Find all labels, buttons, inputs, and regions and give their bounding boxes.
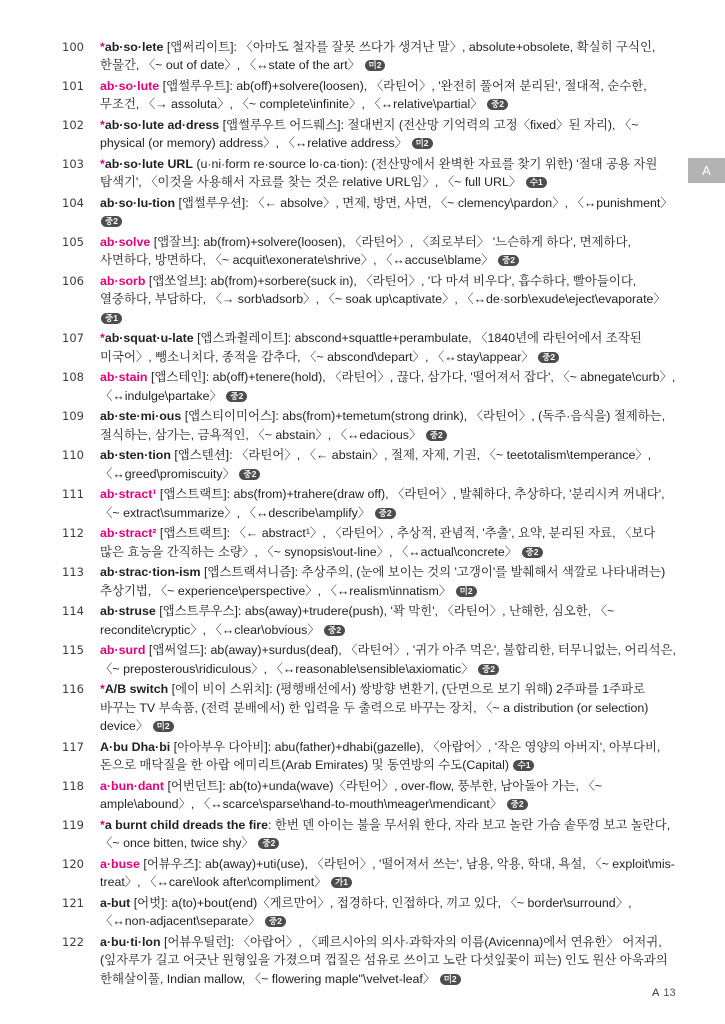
page-number: 13	[663, 987, 676, 999]
headword: ab·sorb	[100, 274, 146, 288]
headword: ab·strac·tion-ism	[100, 565, 201, 580]
entry-body	[100, 194, 680, 231]
entry-116	[0, 680, 725, 735]
entry-number: 109	[62, 409, 84, 424]
entry-118	[0, 777, 725, 814]
headword: a·bun·dant	[100, 778, 165, 793]
headword: a burnt child dreads the fire	[104, 817, 268, 832]
level-badge: 중1	[101, 313, 122, 324]
level-badge: 가1	[331, 877, 352, 888]
level-badge: 중2	[487, 99, 508, 110]
headword: ab·ste·mi·ous	[100, 409, 182, 424]
entry-103	[0, 155, 725, 192]
definition: [앱스텐션]: 〈라틴어〉, 〈← abstain〉, 절제, 자제, 기권, 〈~ teetotalism\temperance〉, 〈↔greed\promiscuity〉	[100, 448, 652, 481]
entry-107	[0, 329, 725, 366]
definition: (u·ni·form re·source lo·ca·tion): (전산망에서 완벽한 자료를 찾기 위한) '절대 공용 자원 탐색기', 〈이것을 사용해서 자료를 찾는 것은 relative URL임〉, 〈~ full URL〉	[100, 157, 658, 190]
asterisk-mark: *	[100, 118, 105, 132]
definition: [앱썰루우션]: 〈← absolve〉, 면제, 방면, 사면, 〈~ clemency\pardon〉, 〈↔punishment〉	[178, 196, 673, 210]
level-badge: 미2	[440, 974, 461, 985]
definition: [앱스트랙트]: 〈← abstract¹〉, 〈라틴어〉, 추상적, 관념적, '추출', 요약, 분리된 자료, 〈보다 많은 효능을 간직하는 소량〉, 〈~ synopsis\out-line〉, 〈↔actual\concrete〉	[100, 526, 656, 559]
entry-number: 119	[62, 817, 84, 832]
entry-number: 121	[62, 895, 84, 910]
entry-number: 118	[62, 778, 84, 793]
entry-number: 116	[62, 682, 84, 697]
level-badge: 미2	[412, 138, 433, 149]
entry-body	[100, 933, 680, 988]
headword: ab·surd	[100, 643, 146, 658]
entry-112	[0, 524, 725, 561]
entry-113	[0, 563, 725, 600]
asterisk-mark: *	[100, 682, 105, 697]
level-badge: 중2	[101, 216, 122, 227]
entry-106	[0, 272, 725, 327]
entry-body	[100, 407, 680, 444]
level-badge: 미2	[153, 721, 174, 732]
entry-body	[100, 602, 680, 639]
entry-body	[100, 563, 680, 600]
entry-number: 107	[62, 331, 84, 346]
headword: A/B switch	[104, 682, 169, 697]
entry-108	[0, 368, 725, 405]
entry-number: 103	[62, 157, 84, 171]
level-badge: 중2	[522, 547, 543, 558]
level-badge: 중2	[426, 430, 447, 441]
entry-body	[100, 116, 680, 153]
level-badge: 미2	[365, 60, 386, 71]
headword: ab·so·lute ad·dress	[104, 118, 220, 132]
headword: ab·so·lute URL	[104, 157, 193, 171]
headword: ab·struse	[100, 604, 156, 619]
headword: ab·so·lete	[104, 40, 164, 54]
definition: [앱스콰췰레이트]: abscond+squattle+perambulate, 〈1840년에 라틴어에서 조작된 미국어〉, 뺑소니치다, 종적을 감추다, 〈~ abscond\depart〉, 〈↔stay\appear〉	[100, 331, 642, 364]
headword: a-but	[100, 895, 131, 910]
level-badge: 중2	[265, 916, 286, 927]
entry-100	[0, 38, 725, 75]
entry-number: 117	[62, 739, 84, 754]
definition: [앱썰루우트]: ab(off)+solvere(loosen), 〈라틴어〉, '완전히 풀어져 분리된', 절대적, 순수한, 무조건, 〈→ assoluta〉, 〈~ complete\infinite〉, 〈↔relative\partial〉	[100, 79, 647, 112]
definition: [앱스테인]: ab(off)+tenere(hold), 〈라틴어〉, 끊다, 삼가다, '떨어져서 잡다', 〈~ abnegate\curb〉, 〈↔indulge\partake〉	[100, 370, 676, 403]
entry-number: 110	[62, 448, 84, 463]
asterisk-mark: *	[100, 331, 105, 346]
entry-body	[100, 485, 680, 522]
definition: [어벗]: a(to)+bout(end)〈게르만어〉, 접경하다, 인접하다, 끼고 있다, 〈~ border\surround〉, 〈↔non-adjacent\separate〉	[100, 895, 632, 929]
level-badge: 중2	[324, 625, 345, 636]
entry-122	[0, 933, 725, 988]
entry-number: 105	[62, 235, 84, 249]
entry-number: 106	[62, 274, 84, 288]
headword: ab·stain	[100, 370, 148, 385]
entry-number: 102	[62, 118, 84, 132]
definition: : 한번 덴 아이는 불을 무서워 한다, 자라 보고 놀란 가슴 솥뚜껑 보고 놀란다, 〈~ once bitten, twice shy〉	[100, 817, 671, 851]
entry-109	[0, 407, 725, 444]
definition: [앱써얼드]: ab(away)+surdus(deaf), 〈라틴어〉, '귀가 아주 먹은', 불합리한, 터무니없는, 어리석은, 〈~ preposterous\ridiculous〉, 〈↔reasonable\sensible\axiomatic〉	[100, 643, 676, 676]
headword: A·bu Dha·bi	[100, 739, 171, 754]
level-badge: 중2	[258, 838, 279, 849]
entry-body	[100, 155, 680, 192]
headword: ab·sten·tion	[100, 448, 171, 463]
definition: [앱스티이미어스]: abs(from)+temetum(strong drink), 〈라틴어〉, (독주·음식을) 절제하는, 절식하는, 삼가는, 금욕적인, 〈~ abstain〉, 〈↔edacious〉	[100, 409, 666, 442]
asterisk-mark: *	[100, 40, 105, 54]
definition: [앱잘브]: ab(from)+solvere(loosen), 〈라틴어〉, 〈죄로부터〉 '느슨하게 하다', 면제하다, 사면하다, 방면하다, 〈~ acquit\exonerate\shrive〉, 〈↔accuse\blame〉	[100, 235, 631, 268]
entry-115	[0, 641, 725, 678]
headword: ab·stract²	[100, 526, 157, 541]
entry-body	[100, 894, 680, 931]
definition: [어뷰우틸런]: 〈아랍어〉, 〈페르시아의 의사·과학자의 이름(Avicenna)에서 연유한〉 어저귀, (잎자루가 길고 어긋난 원형잎을 가졌으며 껍질은 섬유로 쓰이고 노란 다섯잎꽃이 피는) 인도 원산 아욱과의 한해살이풀, Indian mallow, 〈~ flowering maple"\velvet-leaf〉	[100, 934, 668, 986]
definition: [앱스트랙셔니즘]: 추상주의, (눈에 보이는 것의 '고갱이'를 발췌해서 색깔로 나타내려는) 추상기법, 〈~ experience\perspective〉, 〈↔realism\innatism〉	[100, 565, 666, 598]
level-badge: 수1	[526, 177, 547, 188]
entry-body	[100, 77, 680, 114]
headword: a·bu·ti·lon	[100, 934, 161, 949]
entry-121	[0, 894, 725, 931]
headword: ab·solve	[100, 235, 151, 249]
level-badge: 중2	[498, 255, 519, 266]
level-badge: 중2	[507, 799, 528, 810]
entry-number: 108	[62, 370, 84, 385]
entry-body	[100, 816, 680, 853]
level-badge: 중2	[375, 508, 396, 519]
entry-body	[100, 38, 680, 75]
headword: ab·so·lute	[100, 79, 160, 93]
entry-number: 100	[62, 40, 84, 54]
entry-body	[100, 524, 680, 561]
level-badge: 미2	[456, 586, 477, 597]
entry-101	[0, 77, 725, 114]
definition: [어뷰우즈]: ab(away)+uti(use), 〈라틴어〉, '떨어져서 쓰는', 남용, 악용, 학대, 욕설, 〈~ exploit\mis-treat〉, 〈↔care\look after\compliment〉	[100, 856, 675, 890]
entry-body	[100, 446, 680, 483]
entry-number: 111	[62, 487, 84, 502]
definition: [앱스트루우스]: abs(away)+trudere(push), '꽉 막힌', 〈라틴어〉, 난해한, 심오한, 〈~ recondite\cryptic〉, 〈↔clear\obvious〉	[100, 604, 615, 637]
definition: [아아부우 다아비]: abu(father)+dhabi(gazelle), 〈아랍어〉, '작은 영양의 아버지', 아부다비, 돈으로 매닥질을 한 아랍 에미리트(Arab Emirates) 및 동연방의 수도(Capital)	[100, 739, 661, 773]
entry-number: 112	[62, 526, 84, 541]
entry-102	[0, 116, 725, 153]
definition: [앱써리이트]: 〈아마도 철자를 잘못 쓰다가 생겨난 말〉, absolute+obsolete, 확실히 구식인, 한물간, 〈~ out of date〉, 〈↔state of the art〉	[100, 40, 656, 73]
entry-body	[100, 777, 680, 814]
footer-section-letter: A	[652, 987, 660, 999]
entry-117	[0, 738, 725, 775]
entry-body	[100, 329, 680, 366]
entry-105	[0, 233, 725, 270]
entry-body	[100, 272, 680, 327]
definition: [앱쏘얼브]: ab(from)+sorbere(suck in), 〈라틴어〉, '다 마셔 비우다', 흡수하다, 빨아들이다, 열중하다, 부담하다, 〈→ sorb\adsorb〉, 〈~ soak up\captivate〉, 〈↔de·sorb\exude\eject\evaporate〉	[100, 274, 666, 307]
entry-number: 114	[62, 604, 84, 619]
entry-111	[0, 485, 725, 522]
headword: a·buse	[100, 856, 140, 871]
dictionary-entry-list	[0, 38, 725, 990]
entry-number: 113	[62, 565, 84, 580]
section-index-tab: A	[688, 158, 725, 183]
entry-body	[100, 680, 680, 735]
headword: ab·stract¹	[100, 487, 157, 502]
definition: [어번던트]: ab(to)+unda(wave)〈라틴어〉, over-flow, 풍부한, 남아돌아 가는, 〈~ ample\abound〉, 〈↔scarce\sparse\hand-to-mouth\meager\mendicant〉	[100, 778, 603, 812]
definition: [에이 비이 스위치]: (평행배선에서) 쌍방향 변환기, (단면으로 보기 위해) 2주파를 1주파로 바꾸는 TV 부속품, (전력 분배에서) 한 입력을 두 출력으로 바꾸는 장치, 〈~ a distribution (or selection) device〉	[100, 682, 649, 734]
definition: [앱스트랙트]: abs(from)+trahere(draw off), 〈라틴어〉, 발췌하다, 추상하다, '분리시켜 꺼내다', 〈~ extract\summarize〉, 〈↔describe\amplify〉	[100, 487, 665, 520]
entry-119	[0, 816, 725, 853]
entry-104	[0, 194, 725, 231]
level-badge: 중2	[226, 391, 247, 402]
entry-body	[100, 233, 680, 270]
entry-number: 122	[62, 934, 84, 949]
headword: ab·so·lu-tion	[100, 196, 176, 210]
entry-110	[0, 446, 725, 483]
page-footer	[652, 985, 692, 1001]
entry-114	[0, 602, 725, 639]
entry-body	[100, 738, 680, 775]
entry-body	[100, 855, 680, 892]
entry-120	[0, 855, 725, 892]
level-badge: 중2	[478, 664, 499, 675]
level-badge: 수1	[513, 760, 534, 771]
entry-number: 104	[62, 196, 84, 210]
entry-body	[100, 641, 680, 678]
entry-body	[100, 368, 680, 405]
asterisk-mark: *	[100, 817, 105, 832]
headword: ab·squat·u-late	[104, 331, 194, 346]
entry-number: 120	[62, 856, 84, 871]
level-badge: 중2	[239, 469, 260, 480]
level-badge: 중2	[538, 352, 559, 363]
definition: [앱썰루우트 어드뤠스]: 절대번지 (전산망 기억력의 고정〈fixed〉된 자리), 〈~ physical (or memory) address〉, 〈↔relative address〉	[100, 118, 639, 151]
entry-number: 101	[62, 79, 84, 93]
entry-number: 115	[62, 643, 84, 658]
asterisk-mark: *	[100, 157, 105, 171]
